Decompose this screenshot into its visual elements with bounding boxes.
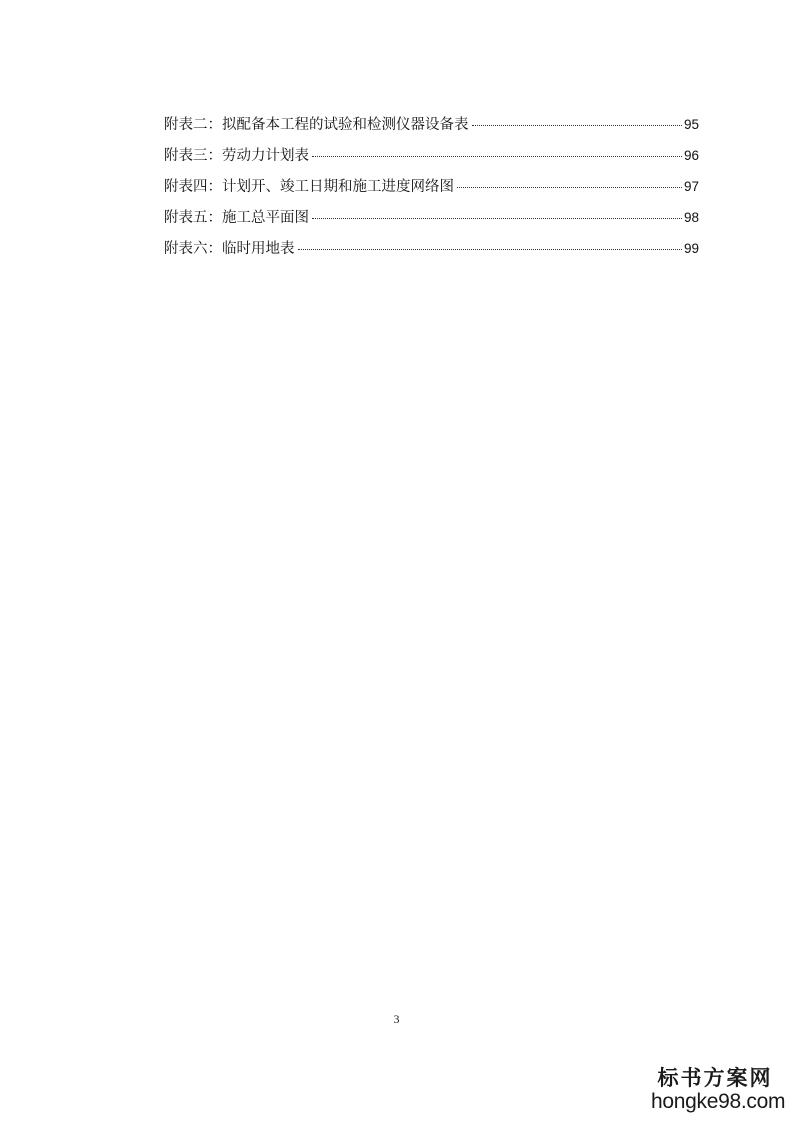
toc-entry-page: 97 xyxy=(683,179,699,194)
toc-entry-page: 95 xyxy=(683,117,699,132)
toc-dot-leader xyxy=(298,249,682,250)
watermark-site-url: hongke98.com xyxy=(651,1090,786,1113)
toc-entry-label: 附表五：施工总平面图 xyxy=(164,210,309,226)
watermark-site-name: 标书方案网 xyxy=(657,1065,773,1090)
toc-dot-leader xyxy=(312,218,682,219)
toc-entry-label: 附表四：计划开、竣工日期和施工进度网络图 xyxy=(164,179,454,195)
toc-entry-label: 附表六：临时用地表 xyxy=(164,241,295,257)
toc-entry-appendix-4[interactable] xyxy=(164,175,699,206)
toc-entry-page: 98 xyxy=(683,210,699,225)
toc-entry-appendix-6[interactable] xyxy=(164,237,699,268)
toc-entry-page: 99 xyxy=(683,241,699,256)
toc-entry-appendix-3[interactable] xyxy=(164,144,699,175)
toc-dot-leader xyxy=(457,187,682,188)
toc-entry-label: 附表三：劳动力计划表 xyxy=(164,148,309,164)
table-of-contents xyxy=(164,113,699,268)
page-number: 3 xyxy=(393,1012,400,1026)
toc-entry-page: 96 xyxy=(683,148,699,163)
toc-entry-label: 附表二：拟配备本工程的试验和检测仪器设备表 xyxy=(164,117,469,133)
toc-dot-leader xyxy=(472,125,682,126)
toc-entry-appendix-2[interactable] xyxy=(164,113,699,144)
toc-dot-leader xyxy=(312,156,682,157)
site-watermark xyxy=(651,1065,786,1114)
toc-entry-appendix-5[interactable] xyxy=(164,206,699,237)
